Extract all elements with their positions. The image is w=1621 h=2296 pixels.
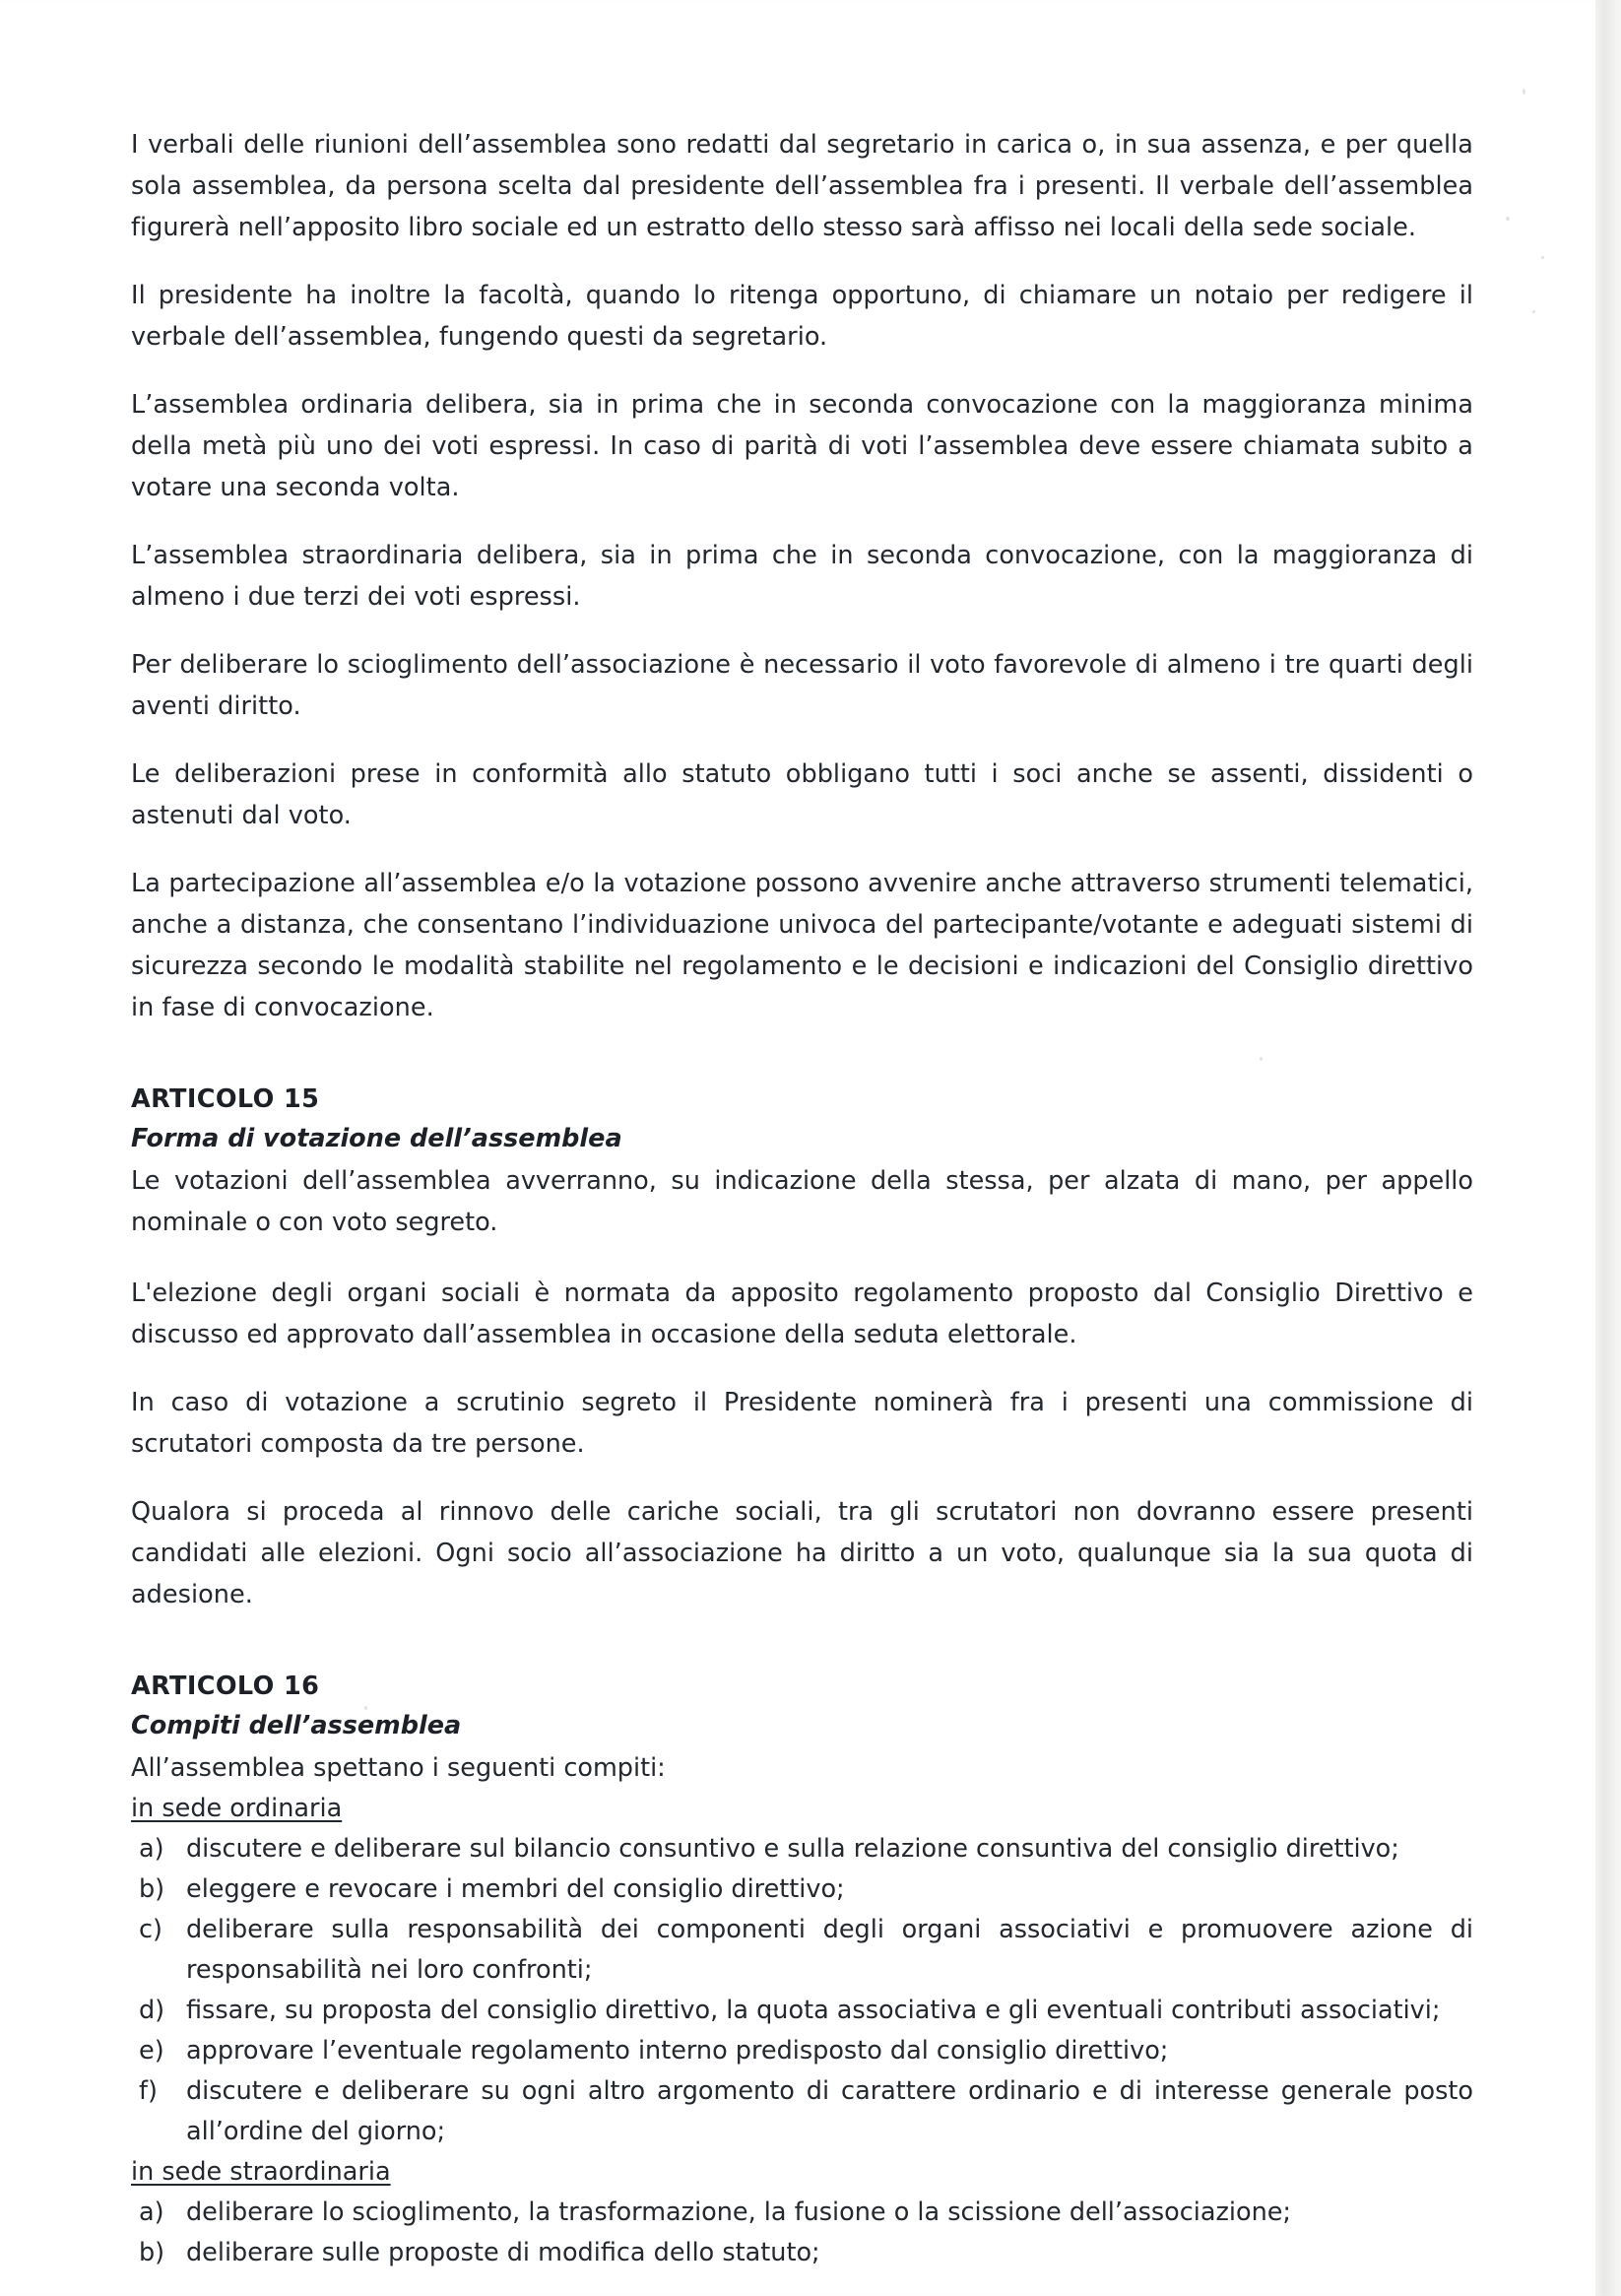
label-in-sede-straordinaria xyxy=(131,2152,1473,2193)
list-marker: c) xyxy=(139,1915,162,1944)
list-item-text: deliberare sulle proposte di modifica dello statuto; xyxy=(186,2238,820,2267)
list-marker: d) xyxy=(139,1996,165,2025)
list-marker: b) xyxy=(139,1874,165,1904)
article-15-paragraph-rinnovo: Qualora si proceda al rinnovo delle cariche sociali, tra gli scrutatori non dovranno essere presenti candidati alle elezioni. Ogni socio all’associazione ha diritto a un voto, qualunque sia la sua quota di adesione. xyxy=(131,1497,1473,1609)
article-16-lead: All’assemblea spettano i seguenti compiti: xyxy=(131,1753,666,1783)
list-item-text: deliberare lo scioglimento, la trasformazione, la fusione o la scissione dell’associazione; xyxy=(186,2198,1292,2227)
paragraph-assemblea-straordinaria: L’assemblea straordinaria delibera, sia in prima che in seconda convocazione, con la maggioranza di almeno i due terzi dei voti espressi. xyxy=(131,541,1473,612)
extraordinary-duties-list xyxy=(131,2193,1473,2273)
article-16-subtitle: Compiti dell’assemblea xyxy=(131,1711,462,1740)
list-item xyxy=(131,1991,1473,2031)
scan-speck xyxy=(1523,89,1525,95)
paragraph-assemblea-ordinaria: L’assemblea ordinaria delibera, sia in prima che in seconda convocazione con la maggioranza minima della metà più uno dei voti espressi. In caso di parità di voti l’assemblea deve essere chiamata subito a votare una seconda volta. xyxy=(131,390,1473,502)
list-item xyxy=(131,2193,1473,2233)
label-in-sede-ordinaria-text: in sede ordinaria xyxy=(131,1794,343,1823)
article-15-number: ARTICOLO 15 xyxy=(131,1084,320,1114)
ordinary-duties-list xyxy=(131,1829,1473,2152)
scan-edge-shadow xyxy=(1595,0,1621,2296)
list-item xyxy=(131,1829,1473,1870)
list-item xyxy=(131,1910,1473,1991)
article-15-paragraph-scrutinio: In caso di votazione a scrutinio segreto il Presidente nominerà fra i presenti una commissione di scrutatori composta da tre persone. xyxy=(131,1388,1473,1459)
list-item xyxy=(131,2233,1473,2273)
label-in-sede-ordinaria xyxy=(131,1789,1473,1829)
paragraph-partecipazione-telematica: La partecipazione all’assemblea e/o la votazione possono avvenire anche attraverso strumenti telematici, anche a distanza, che consentano l’individuazione univoca del partecipante/votante e adeguati sistemi di sicurezza secondo le modalità stabilite nel regolamento e le decisioni e indicazioni del Consiglio direttivo in fase di convocazione. xyxy=(131,869,1473,1022)
list-marker: e) xyxy=(139,2036,164,2066)
paragraph-scioglimento: Per deliberare lo scioglimento dell’associazione è necessario il voto favorevole di almeno i tre quarti degli aventi diritto. xyxy=(131,650,1473,721)
list-item xyxy=(131,2031,1473,2071)
article-15-lead: Le votazioni dell’assemblea avverranno, su indicazione della stessa, per alzata di mano, per appello nominale o con voto segreto. xyxy=(131,1166,1473,1237)
document-body xyxy=(131,124,1473,2273)
paragraph-verbali: I verbali delle riunioni dell’assemblea sono redatti dal segretario in carica o, in sua assenza, e per quella sola assemblea, da persona scelta dal presidente dell’assemblea fra i presenti. Il verbale dell’assemblea figurerà nell’apposito libro sociale ed un estratto dello stesso sarà affisso nei locali della sede sociale. xyxy=(131,130,1473,242)
list-item-text: discutere e deliberare sul bilancio consuntivo e sulla relazione consuntiva del consiglio direttivo; xyxy=(186,1834,1399,1864)
paragraph-presidente-notaio: Il presidente ha inoltre la facoltà, quando lo ritenga opportuno, di chiamare un notaio per redigere il verbale dell’assemblea, fungendo questi da segretario. xyxy=(131,281,1473,352)
scan-speck xyxy=(1532,310,1535,313)
list-item xyxy=(131,1870,1473,1910)
list-marker: a) xyxy=(139,2198,164,2227)
scan-speck xyxy=(1541,256,1544,259)
list-item-text: eleggere e revocare i membri del consiglio direttivo; xyxy=(186,1874,845,1904)
list-marker: a) xyxy=(139,1834,164,1864)
scan-speck xyxy=(1506,217,1510,221)
paragraph-deliberazioni: Le deliberazioni prese in conformità allo statuto obbligano tutti i soci anche se assenti, dissidenti o astenuti dal voto. xyxy=(131,759,1473,830)
list-item-text: discutere e deliberare su ogni altro argomento di carattere ordinario e di interesse generale posto all’ordine del giorno; xyxy=(186,2076,1473,2146)
list-item xyxy=(131,2071,1473,2152)
article-16-number: ARTICOLO 16 xyxy=(131,1672,320,1701)
spacer xyxy=(131,1243,1473,1273)
article-15-block xyxy=(131,1080,1473,1615)
list-item-text: deliberare sulla responsabilità dei componenti degli organi associativi e promuovere azione di responsabilità nei loro confronti; xyxy=(186,1915,1473,1985)
article-16-block xyxy=(131,1667,1473,2273)
list-item-text: fissare, su proposta del consiglio direttivo, la quota associativa e gli eventuali contributi associativi; xyxy=(186,1996,1441,2025)
list-marker: f) xyxy=(139,2076,158,2106)
list-marker: b) xyxy=(139,2238,165,2267)
list-item-text: approvare l’eventuale regolamento interno predisposto dal consiglio direttivo; xyxy=(186,2036,1169,2066)
article-15-subtitle: Forma di votazione dell’assemblea xyxy=(131,1124,622,1153)
label-in-sede-straordinaria-text: in sede straordinaria xyxy=(131,2157,391,2187)
article-15-paragraph-elezione: L'elezione degli organi sociali è normata da apposito regolamento proposto dal Consiglio Direttivo e discusso ed approvato dall’assemblea in occasione della seduta elettorale. xyxy=(131,1279,1473,1349)
